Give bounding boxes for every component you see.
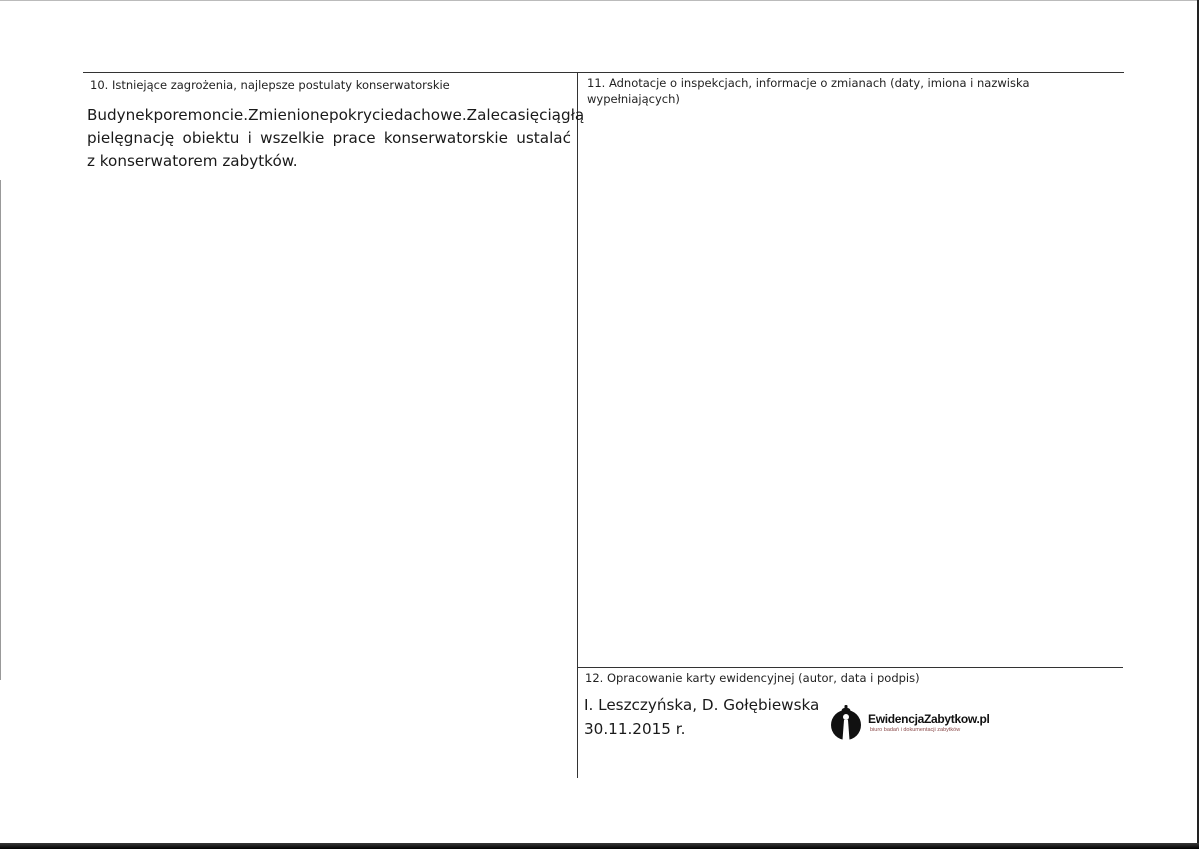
section11-title-line-1: 11. Adnotacje o inspekcjach, informacje o zmianach (daty, imiona i nazwiska — [587, 76, 1030, 90]
scan-edge-bottom — [0, 843, 1199, 849]
scan-edge-left — [0, 180, 1, 680]
author-names: I. Leszczyńska, D. Gołębiewska — [584, 696, 820, 714]
section10-line-1 — [87, 104, 585, 127]
section10-text — [87, 104, 585, 173]
word: pokrycie — [328, 106, 394, 124]
scan-edge-top — [0, 0, 1199, 1]
word: dachowe. — [393, 106, 467, 124]
section10-line-2 — [87, 127, 571, 150]
word: pielęgnację — [87, 129, 175, 147]
section11-title — [587, 75, 1030, 107]
top-rule — [83, 72, 1124, 73]
word: obiektu — [182, 129, 240, 147]
word: Zaleca — [466, 106, 518, 124]
monument-logo-icon — [829, 704, 863, 742]
word: Budynek — [87, 106, 154, 124]
completion-date: 30.11.2015 r. — [584, 720, 686, 738]
ewidencja-zabytkow-logo — [829, 704, 999, 742]
word: i — [247, 129, 252, 147]
section12-title: 12. Opracowanie karty ewidencyjnej (autor, data i podpis) — [585, 671, 920, 685]
word: prace — [332, 129, 376, 147]
word: się — [517, 106, 540, 124]
section10-title: 10. Istniejące zagrożenia, najlepsze postulaty konserwatorskie — [90, 78, 450, 92]
word: wszelkie — [260, 129, 325, 147]
word: remoncie. — [172, 106, 249, 124]
word: ciągłą — [539, 106, 585, 124]
section11-title-line-2: wypełniających) — [587, 92, 680, 106]
section12-rule — [577, 667, 1123, 668]
word: konserwatorskie — [383, 129, 508, 147]
section10-line-3: z konserwatorem zabytków. — [87, 152, 298, 170]
word: po — [153, 106, 173, 124]
word: Zmienione — [248, 106, 329, 124]
word: ustalać — [516, 129, 571, 147]
logo-name: EwidencjaZabytkow.pl — [868, 712, 990, 726]
column-divider — [577, 72, 578, 778]
logo-tagline: biuro badań i dokumentacji zabytków — [870, 727, 961, 733]
